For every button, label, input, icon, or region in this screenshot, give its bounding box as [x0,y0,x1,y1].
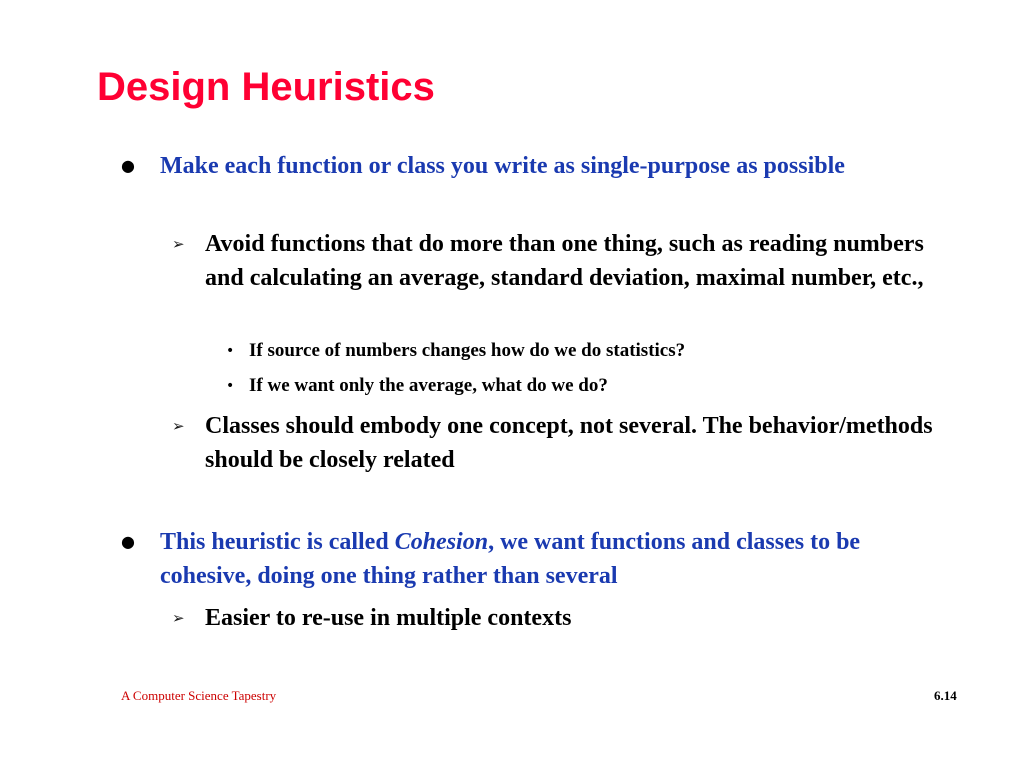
sub-sub-bullet-1-1-1-marker: • [226,343,235,359]
sub-sub-bullet-1-1-2-marker: • [226,378,235,394]
slide-title: Design Heuristics [97,65,435,109]
sub-bullet-1-1-marker: ➢ [172,235,185,253]
sub-bullet-1-2-text: Classes should embody one concept, not several. The behavior/methods should be closely related [205,413,933,473]
footer-slide-number: 6.14 [934,688,957,703]
bullet-2-text-before: This heuristic is called [160,529,395,555]
sub-bullet-2-1-text: Easier to re-use in multiple contexts [205,605,572,631]
bullet-2-text [160,525,950,593]
bullet-1-text: Make each function or class you write as single-purpose as possible [160,153,845,179]
bullet-2-text-after: , we want functions and classes to be cohesive, doing one thing rather than several [160,529,861,589]
sub-sub-bullet-1-1-2-text: If we want only the average, what do we do? [249,375,608,396]
sub-sub-bullet-1-1-1-text: If source of numbers changes how do we do statistics? [249,340,686,361]
bullet-2-marker: ● [121,532,135,551]
sub-bullet-2-1-marker: ➢ [172,609,185,627]
cohesion-term: Cohesion [394,529,489,555]
footer-course-title: A Computer Science Tapestry [121,688,277,703]
sub-bullet-1-2-marker: ➢ [172,417,185,435]
sub-bullet-1-1-text: Avoid functions that do more than one thing, such as reading numbers and calculating an average, standard deviation, maximal number, etc., [205,231,924,291]
bullet-1-marker: ● [121,156,135,175]
